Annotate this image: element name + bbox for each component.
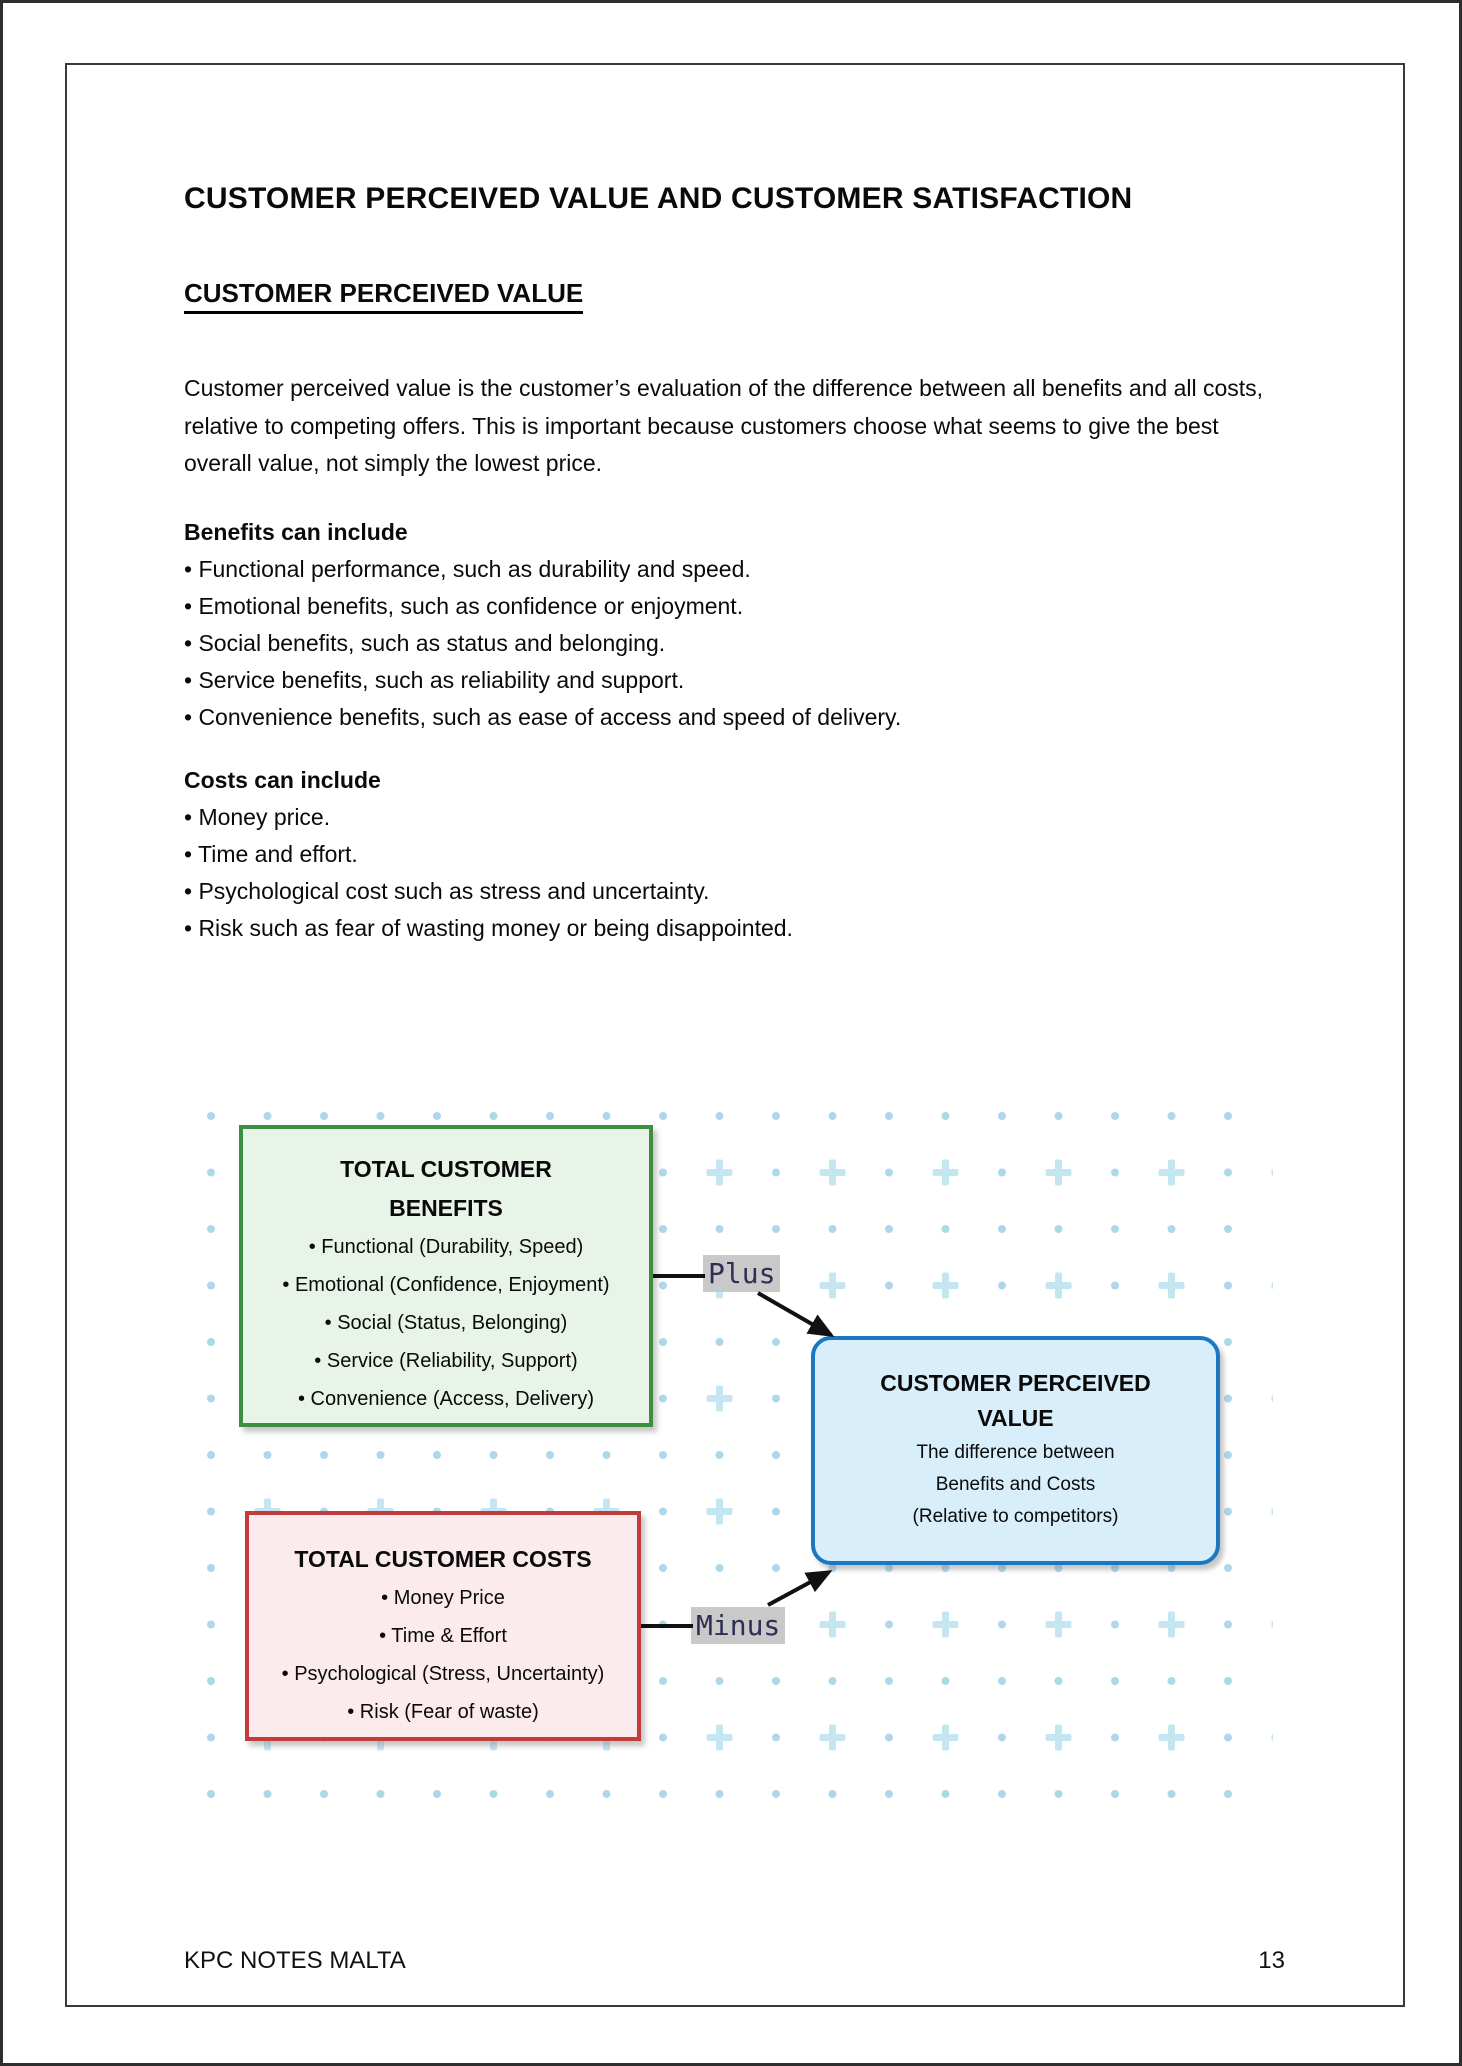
costs-section <box>184 762 1292 947</box>
footer-text: KPC NOTES MALTA <box>184 1947 406 1974</box>
costs-box-title: TOTAL CUSTOMER COSTS <box>294 1546 592 1572</box>
list-item: • Convenience benefits, such as ease of access and speed of delivery. <box>184 704 902 730</box>
costs-heading: Costs can include <box>184 767 381 793</box>
list-item: • Social benefits, such as status and belonging. <box>184 630 666 656</box>
page-footer <box>184 1947 1285 1975</box>
minus-label: Minus <box>691 1607 785 1644</box>
page-number: 13 <box>1258 1947 1285 1974</box>
section-heading-text: CUSTOMER PERCEIVED VALUE <box>184 278 583 314</box>
benefits-heading: Benefits can include <box>184 519 408 545</box>
benefits-section <box>184 514 1292 736</box>
section-heading <box>184 278 583 309</box>
customer-perceived-value-box <box>811 1336 1220 1565</box>
list-item: • Money price. <box>184 804 331 830</box>
intro-paragraph: Customer perceived value is the customer’s evaluation of the difference between all benefits and all costs, relative to competing offers. This is important because customers choose what seems to give the best overall value, not simply the lowest price. <box>184 375 1264 476</box>
benefits-box-title-line1: TOTAL CUSTOMER <box>340 1156 552 1182</box>
list-item: • Functional (Durability, Speed) <box>308 1236 584 1258</box>
plus-label: Plus <box>703 1255 780 1292</box>
page-title: CUSTOMER PERCEIVED VALUE AND CUSTOMER SATISFACTION <box>184 182 1133 215</box>
total-customer-costs-box <box>245 1511 641 1741</box>
list-item: • Social (Status, Belonging) <box>324 1312 568 1334</box>
list-item: • Time & Effort <box>379 1625 507 1647</box>
list-item: • Service (Reliability, Support) <box>314 1350 578 1372</box>
list-item: • Functional performance, such as durability and speed. <box>184 556 751 582</box>
list-item: • Money Price <box>381 1587 505 1609</box>
list-item: • Emotional (Confidence, Enjoyment) <box>282 1274 610 1296</box>
list-item: • Psychological (Stress, Uncertainty) <box>281 1663 605 1685</box>
benefits-box-title-line2: BENEFITS <box>389 1195 503 1221</box>
list-item: • Time and effort. <box>184 841 358 867</box>
value-box-line: (Relative to competitors) <box>912 1506 1119 1527</box>
value-box-title-line1: CUSTOMER PERCEIVED <box>880 1370 1151 1396</box>
value-box-line: Benefits and Costs <box>935 1474 1096 1495</box>
list-item: • Risk (Fear of waste) <box>347 1701 539 1723</box>
total-customer-benefits-box <box>239 1125 653 1427</box>
value-diagram <box>183 1088 1273 1803</box>
list-item: • Risk such as fear of wasting money or being disappointed. <box>184 915 793 941</box>
list-item: • Emotional benefits, such as confidence or enjoyment. <box>184 593 744 619</box>
list-item: • Convenience (Access, Delivery) <box>298 1388 594 1410</box>
list-item: • Psychological cost such as stress and uncertainty. <box>184 878 710 904</box>
value-box-line: The difference between <box>916 1442 1115 1463</box>
list-item: • Service benefits, such as reliability and support. <box>184 667 685 693</box>
value-box-title-line2: VALUE <box>977 1405 1054 1431</box>
